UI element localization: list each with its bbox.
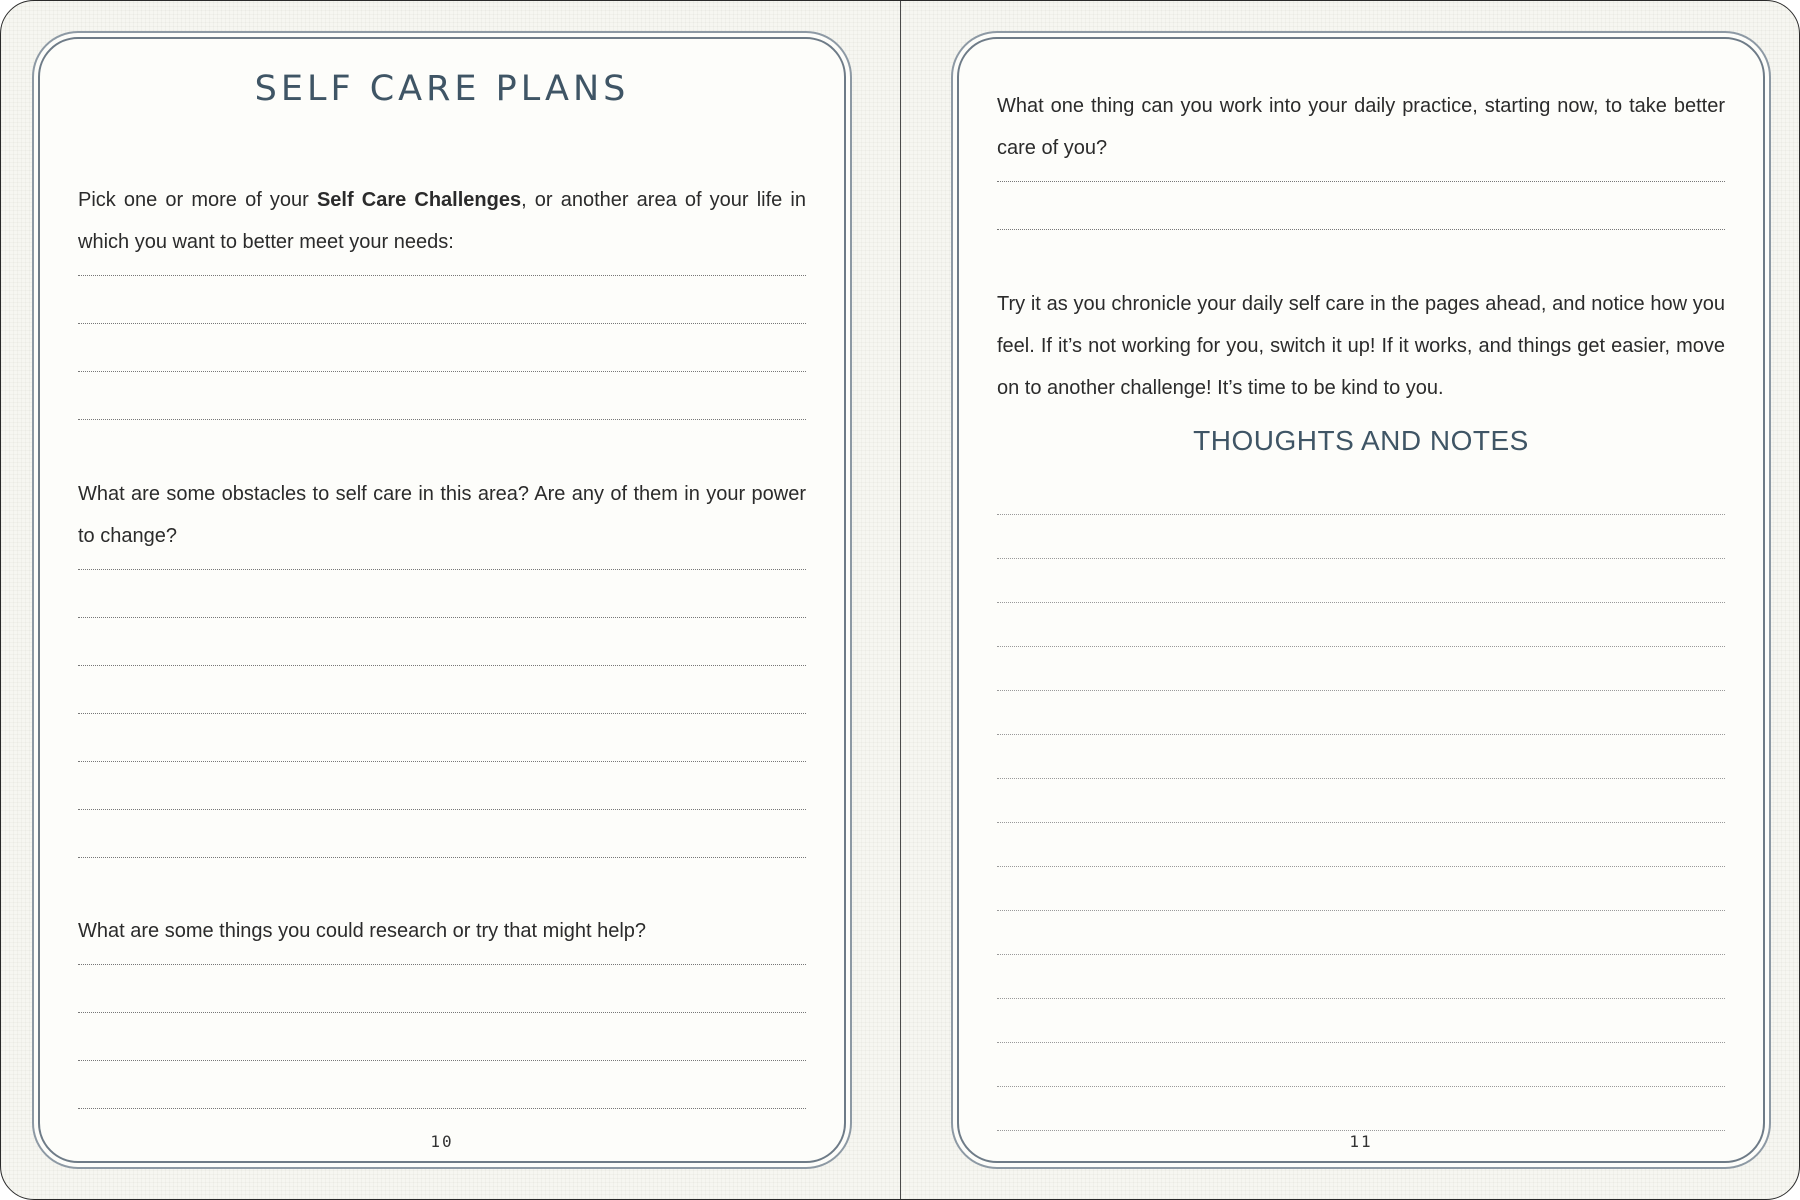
left-page-content: [78, 39, 806, 1161]
page-number: 10: [430, 1132, 454, 1151]
writing-line[interactable]: [78, 1060, 806, 1061]
writing-line[interactable]: [78, 665, 806, 666]
notes-line[interactable]: [997, 866, 1725, 867]
page-number: 11: [1349, 1132, 1373, 1151]
writing-line[interactable]: [78, 857, 806, 858]
writing-line[interactable]: [78, 275, 806, 276]
notes-line[interactable]: [997, 1042, 1725, 1043]
writing-line[interactable]: [997, 181, 1725, 182]
prompt-obstacles: What are some obstacles to self care in this area? Are any of them in your power to change?: [78, 483, 806, 547]
notes-line[interactable]: [997, 602, 1725, 603]
notes-line[interactable]: [997, 822, 1725, 823]
writing-line[interactable]: [78, 713, 806, 714]
writing-line[interactable]: [997, 229, 1725, 230]
right-page: [957, 37, 1765, 1163]
left-page: [38, 37, 846, 1163]
notes-line[interactable]: [997, 734, 1725, 735]
notes-line[interactable]: [997, 1086, 1725, 1087]
notes-line[interactable]: [997, 954, 1725, 955]
prompt-challenges-text-before: Pick one or more of your: [78, 189, 317, 211]
book-gutter: [900, 1, 901, 1199]
writing-line[interactable]: [78, 1012, 806, 1013]
writing-line[interactable]: [78, 809, 806, 810]
writing-line[interactable]: [78, 323, 806, 324]
notes-line[interactable]: [997, 998, 1725, 999]
prompt-challenges-bold: Self Care Challenges: [316, 189, 522, 211]
notes-heading: THOUGHTS AND NOTES: [1193, 425, 1529, 456]
writing-line[interactable]: [78, 617, 806, 618]
writing-line[interactable]: [78, 371, 806, 372]
notes-line[interactable]: [997, 778, 1725, 779]
prompt-daily-practice: What one thing can you work into your daily practice, starting now, to take better care of you?: [997, 95, 1725, 159]
notes-line[interactable]: [997, 690, 1725, 691]
notes-line[interactable]: [997, 646, 1725, 647]
notes-line[interactable]: [997, 910, 1725, 911]
prompt-challenges: [78, 179, 806, 263]
prompt-research: What are some things you could research or try that might help?: [78, 920, 647, 942]
right-page-content: [997, 39, 1725, 1161]
page-title: SELF CARE PLANS: [254, 69, 630, 109]
writing-line[interactable]: [78, 761, 806, 762]
writing-line[interactable]: [78, 964, 806, 965]
writing-line[interactable]: [78, 569, 806, 570]
prompt-challenges-text-after: , or another area of your life in which you want to better meet your needs:: [78, 189, 806, 253]
notes-line[interactable]: [997, 1130, 1725, 1131]
notes-line[interactable]: [997, 514, 1725, 515]
prompt-try-it: Try it as you chronicle your daily self care in the pages ahead, and notice how you feel. If it’s not working for you, switch it up! If it works, and things get easier, move on to another challenge! It’s time to be kind to you.: [997, 293, 1725, 399]
writing-line[interactable]: [78, 1108, 806, 1109]
writing-line[interactable]: [78, 419, 806, 420]
notes-line[interactable]: [997, 558, 1725, 559]
